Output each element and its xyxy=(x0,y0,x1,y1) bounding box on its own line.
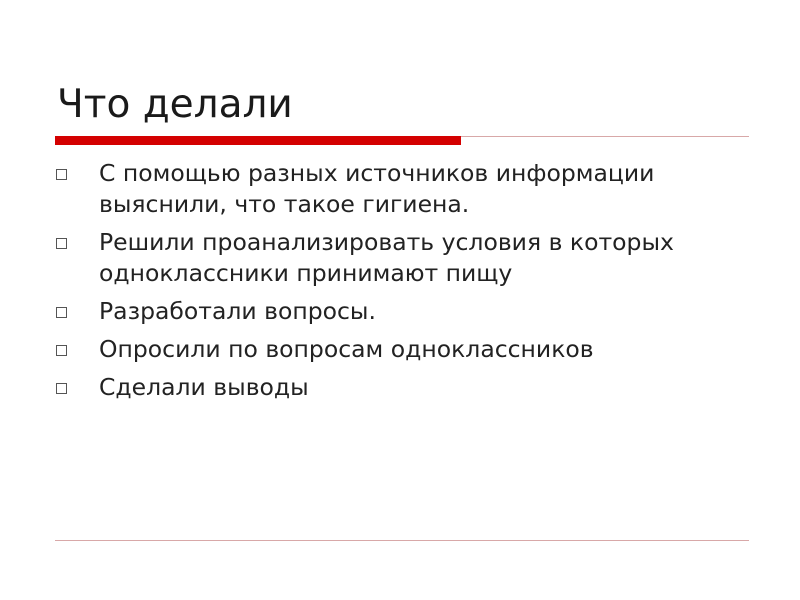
square-bullet-icon xyxy=(56,169,67,180)
square-bullet-icon xyxy=(56,383,67,394)
square-bullet-icon xyxy=(56,238,67,249)
bullet-item xyxy=(52,334,752,365)
bullet-item xyxy=(52,372,752,403)
bullet-list xyxy=(52,158,752,410)
bullet-text: Разработали вопросы. xyxy=(99,297,376,325)
title-underline-accent xyxy=(55,136,461,145)
square-bullet-icon xyxy=(56,307,67,318)
bullet-item xyxy=(52,296,752,327)
bullet-text: Решили проанализировать условия в которых одноклассники принимают пищу xyxy=(99,228,674,287)
bullet-text: Сделали выводы xyxy=(99,373,309,401)
footer-rule xyxy=(55,540,749,541)
bullet-text: Опросили по вопросам одноклассников xyxy=(99,335,594,363)
bullet-text: С помощью разных источников информации выяснили, что такое гигиена. xyxy=(99,159,655,218)
bullet-item xyxy=(52,158,752,220)
square-bullet-icon xyxy=(56,345,67,356)
bullet-item xyxy=(52,227,752,289)
slide-title: Что делали xyxy=(57,82,293,127)
